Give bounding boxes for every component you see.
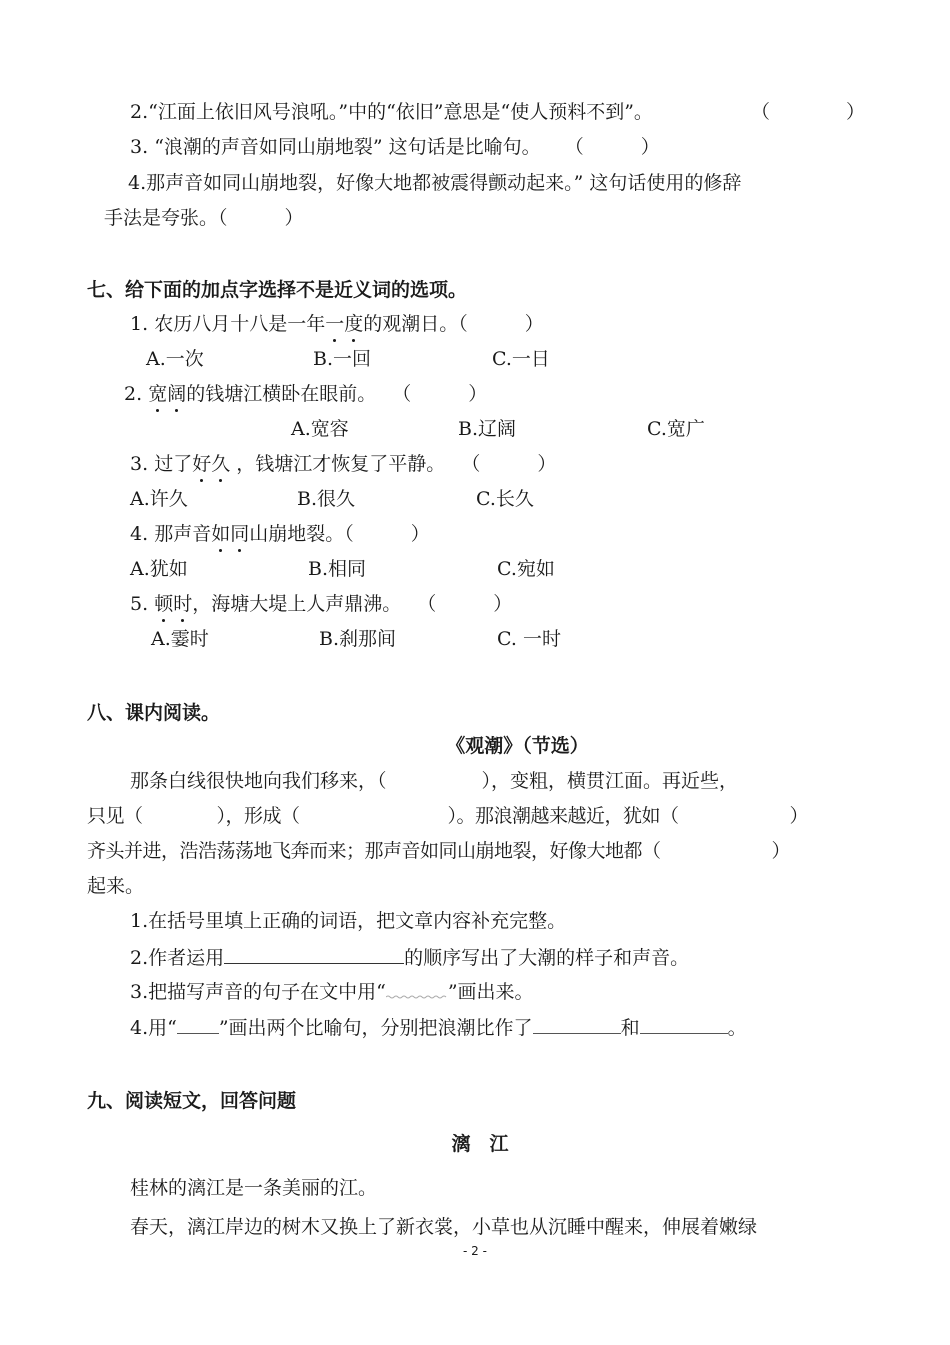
item-text-cont: 手法是夸张。 bbox=[104, 207, 219, 229]
question-number: 2. bbox=[124, 383, 143, 405]
emphasis-dot-char: 顿 bbox=[154, 593, 174, 615]
passage-line-1: 那条白线很快地向我们移来，（ ），变粗，横贯江面。再近些， bbox=[130, 770, 739, 792]
answer-blank[interactable]: （ ） bbox=[564, 136, 660, 158]
section-7-heading: 七、给下面的加点字选择不是近义词的选项。 bbox=[87, 279, 468, 301]
answer-blank[interactable]: （ ） bbox=[392, 383, 488, 405]
s7-q2-option-c[interactable]: C.宽广 bbox=[647, 418, 705, 440]
passage-line-3: 齐头并进，浩浩荡荡地飞奔而来；那声音如同山崩地裂，好像大地都（ ） bbox=[87, 840, 791, 862]
emphasis-dot-char: 一 bbox=[325, 313, 345, 335]
question-text: 。 bbox=[727, 1017, 747, 1039]
passage-title-lijiang: 漓 江 bbox=[451, 1133, 509, 1155]
passage-line-2: 只见（ ），形成（ ）。那浪潮越来越近，犹如（ ） bbox=[87, 805, 809, 827]
question-number: 3. bbox=[130, 453, 149, 475]
answer-underline-1[interactable] bbox=[533, 1013, 621, 1034]
question-number: 1. bbox=[130, 313, 149, 335]
item-text: “江面上依旧风号浪吼。”中的“依旧”意思是“使人预料不到”。 bbox=[148, 101, 653, 123]
s8-question-3 bbox=[130, 978, 534, 1005]
question-text: 4.用“ bbox=[130, 1017, 177, 1039]
emphasis-dot-char: 同 bbox=[230, 523, 250, 545]
s7-question-5 bbox=[130, 591, 512, 617]
s7-question-3 bbox=[130, 451, 556, 477]
answer-blank[interactable]: （ ） bbox=[344, 523, 430, 545]
s7-q2-option-a[interactable]: A.宽容 bbox=[291, 418, 349, 440]
s7-q3-option-c[interactable]: C.长久 bbox=[476, 488, 534, 510]
item-number: 3. bbox=[130, 136, 149, 158]
s7-q5-option-a[interactable]: A.霎时 bbox=[151, 628, 209, 650]
question-text: 的钱塘江横卧在眼前。 bbox=[186, 383, 377, 405]
s9-paragraph-2: 春天，漓江岸边的树木又换上了新衣裳，小草也从沉睡中醒来，伸展着嫩绿 bbox=[130, 1216, 758, 1238]
question-text: ，钱塘江才恢复了平静。 bbox=[230, 453, 446, 475]
s7-q5-option-b[interactable]: B.刹那间 bbox=[319, 628, 397, 650]
s7-q3-option-b[interactable]: B.很久 bbox=[297, 488, 356, 510]
s7-q2-option-b[interactable]: B.辽阔 bbox=[458, 418, 517, 440]
s7-question-1 bbox=[130, 311, 544, 337]
page-number: - 2 - bbox=[463, 1244, 487, 1258]
s7-q4-option-c[interactable]: C.宛如 bbox=[497, 558, 555, 580]
question-text: 的观潮日。 bbox=[363, 313, 459, 335]
question-text: 的顺序写出了大潮的样子和声音。 bbox=[404, 947, 690, 969]
answer-underline[interactable] bbox=[224, 943, 404, 964]
emphasis-dot-char: 如 bbox=[211, 523, 231, 545]
question-text: ”画出来。 bbox=[447, 981, 534, 1003]
section-8-heading: 八、课内阅读。 bbox=[87, 702, 221, 724]
s8-question-1: 1.在括号里填上正确的词语，把文章内容补充完整。 bbox=[130, 910, 567, 932]
item-text: 那声音如同山崩地裂，好像大地都被震得颤动起来。” 这句话使用的修辞 bbox=[146, 172, 742, 194]
straight-underline-sample bbox=[177, 1013, 219, 1034]
question-text: 2.作者运用 bbox=[130, 947, 225, 969]
question-text: 那声音 bbox=[154, 523, 212, 545]
s7-q4-option-a[interactable]: A.犹如 bbox=[130, 558, 188, 580]
passage-line-4: 起来。 bbox=[87, 875, 145, 897]
s7-q1-option-c[interactable]: C.一日 bbox=[492, 348, 550, 370]
question-text: 3.把描写声音的句子在文中用“ bbox=[130, 981, 386, 1003]
answer-blank[interactable]: （ ） bbox=[417, 593, 513, 615]
question-text: 山崩地裂。 bbox=[249, 523, 345, 545]
answer-blank[interactable]: （ ） bbox=[218, 207, 304, 229]
section-9-heading: 九、阅读短文，回答问题 bbox=[87, 1090, 297, 1112]
s7-question-4 bbox=[130, 521, 430, 547]
question-number: 4. bbox=[130, 523, 149, 545]
s8-question-4 bbox=[130, 1013, 747, 1041]
s7-q1-option-b[interactable]: B.一回 bbox=[313, 348, 372, 370]
s7-q3-option-a[interactable]: A.许久 bbox=[130, 488, 188, 510]
answer-blank[interactable]: （ ） bbox=[461, 453, 557, 475]
judgement-item-4-cont bbox=[104, 205, 304, 231]
question-text: 和 bbox=[620, 1017, 640, 1039]
emphasis-dot-char: 时 bbox=[173, 593, 193, 615]
judgement-item-3 bbox=[130, 134, 660, 160]
question-number: 5. bbox=[130, 593, 149, 615]
question-text: ”画出两个比喻句，分别把浪潮比作了 bbox=[218, 1017, 533, 1039]
s9-paragraph-1: 桂林的漓江是一条美丽的江。 bbox=[130, 1177, 378, 1199]
question-text: ，海塘大堤上人声鼎沸。 bbox=[192, 593, 402, 615]
emphasis-dot-char: 宽 bbox=[148, 383, 168, 405]
emphasized-word bbox=[154, 593, 192, 615]
emphasis-dot-char: 好 bbox=[192, 453, 212, 475]
emphasized-word bbox=[192, 453, 230, 475]
emphasized-word bbox=[148, 383, 186, 405]
item-number: 2. bbox=[130, 101, 149, 123]
emphasis-dot-char: 度 bbox=[344, 313, 364, 335]
answer-underline-2[interactable] bbox=[640, 1013, 728, 1034]
emphasized-word bbox=[211, 523, 249, 545]
question-text: 农历八月十八是一年 bbox=[154, 313, 326, 335]
item-text: “浪潮的声音如同山崩地裂” 这句话是比喻句。 bbox=[154, 136, 541, 158]
wavy-underline-sample bbox=[386, 978, 448, 998]
item-number: 4. bbox=[128, 172, 147, 194]
answer-blank[interactable]: （ ） bbox=[458, 313, 544, 335]
answer-blank[interactable]: （ ） bbox=[750, 101, 865, 123]
s7-question-2 bbox=[124, 381, 487, 407]
judgement-item-4 bbox=[128, 170, 741, 196]
judgement-item-2 bbox=[130, 99, 865, 125]
emphasis-dot-char: 久 bbox=[211, 453, 231, 475]
s7-q5-option-c[interactable]: C. 一时 bbox=[497, 628, 561, 650]
passage-title-guanchao: 《观潮》（节选） bbox=[446, 735, 589, 757]
question-text: 过了 bbox=[154, 453, 193, 475]
emphasis-dot-char: 阔 bbox=[167, 383, 187, 405]
s8-question-2 bbox=[130, 943, 689, 971]
emphasized-word bbox=[325, 313, 363, 335]
s7-q1-option-a[interactable]: A.一次 bbox=[146, 348, 204, 370]
s7-q4-option-b[interactable]: B.相同 bbox=[308, 558, 367, 580]
